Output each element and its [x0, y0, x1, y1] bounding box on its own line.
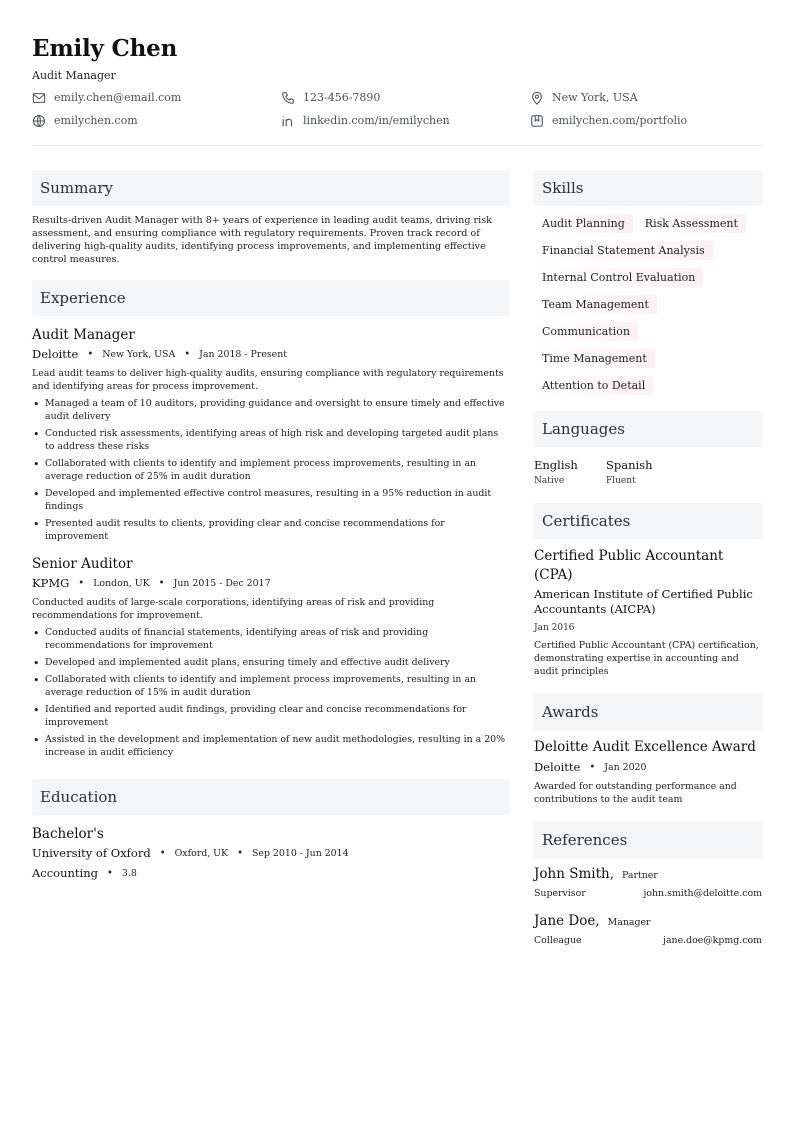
- job-description: Conducted audits of large-scale corporations, identifying areas of risk and providing recommendations for improvement.: [32, 597, 435, 621]
- separator-dot: •: [107, 867, 113, 879]
- certificate-title: Certified Public Accountant (CPA): [534, 548, 724, 583]
- reference-header: [534, 913, 762, 929]
- skill-chip: Internal Control Evaluation: [534, 268, 703, 287]
- certificate-date: Jan 2016: [534, 623, 575, 633]
- summary-heading: Summary: [32, 170, 510, 206]
- skill-chip: Audit Planning: [534, 214, 633, 233]
- reference-relation: Supervisor: [534, 888, 586, 899]
- award-meta: [534, 760, 762, 774]
- certificate-issuer: American Institute of Certified Public Accountants (AICPA): [534, 587, 753, 616]
- resume-header: [32, 34, 762, 128]
- contact-email[interactable]: [32, 90, 281, 105]
- bullet-item: • Assisted in the development and implementation of new audit methodologies, resulting in a 20% increase in audit efficiency: [32, 733, 510, 759]
- contact-linkedin[interactable]: [281, 113, 530, 128]
- job-company: Deloitte: [32, 347, 79, 361]
- separator-dot: •: [159, 847, 166, 859]
- bullet-item: • Developed and implemented audit plans, ensuring timely and effective audit delivery: [32, 656, 510, 669]
- email-text: emily.chen@email.com: [54, 91, 182, 104]
- reference-entry: [534, 866, 762, 899]
- skill-chip: Team Management: [534, 295, 657, 314]
- education-location: Oxford, UK: [174, 847, 229, 859]
- experience-entry: [32, 326, 510, 543]
- gpa: 3.8: [121, 867, 137, 879]
- certificates-heading: Certificates: [534, 503, 762, 539]
- reference-details: [534, 888, 762, 899]
- header-divider: [32, 145, 762, 146]
- references-heading: References: [534, 822, 762, 858]
- job-title: Audit Manager: [32, 327, 135, 343]
- job-title: Senior Auditor: [32, 556, 133, 572]
- bullet-item: • Presented audit results to clients, providing clear and concise recommendations for improvement: [32, 517, 510, 543]
- linkedin-text: linkedin.com/in/emilychen: [303, 114, 450, 127]
- contact-website[interactable]: [32, 113, 281, 128]
- reference-name: Jane Doe,: [534, 913, 600, 929]
- skill-chip: Communication: [534, 322, 638, 341]
- reference-entry: [534, 913, 762, 946]
- education-field-row: [32, 866, 510, 880]
- contact-phone[interactable]: [281, 90, 530, 105]
- job-description: Lead audit teams to deliver high-quality audits, ensuring compliance with regulatory requirements and identifying areas for process improvement.: [32, 368, 504, 392]
- award-entry: [534, 738, 762, 806]
- location-pin-icon: [530, 91, 544, 105]
- job-location: London, UK: [93, 577, 150, 589]
- job-dates: Jun 2015 - Dec 2017: [173, 577, 271, 589]
- skill-chip: Time Management: [534, 349, 655, 368]
- contact-portfolio[interactable]: [530, 113, 762, 128]
- job-location: New York, USA: [102, 348, 176, 360]
- skill-chip: Attention to Detail: [534, 376, 653, 395]
- school: University of Oxford: [32, 846, 151, 860]
- bullet-item: • Collaborated with clients to identify and implement process improvements, resulting in an average reduction of 15% in audit duration: [32, 673, 510, 699]
- contact-location: [530, 90, 762, 105]
- job-bullets: [32, 626, 510, 759]
- education-entry: [32, 825, 510, 880]
- bullet-item: • Identified and reported audit findings, providing clear and concise recommendations for improvement: [32, 703, 510, 729]
- globe-icon: [32, 114, 46, 128]
- bullet-item: • Collaborated with clients to identify and implement process improvements, resulting in an average reduction of 25% in audit duration: [32, 457, 510, 483]
- job-company: KPMG: [32, 576, 70, 590]
- bullet-item: • Conducted risk assessments, identifying areas of high risk and developing targeted audit plans to address these risks: [32, 427, 510, 453]
- degree: Bachelor's: [32, 826, 104, 842]
- portfolio-text: emilychen.com/portfolio: [552, 114, 688, 127]
- job-bullets: [32, 397, 510, 543]
- contact-list: [32, 90, 762, 128]
- reference-relation: Colleague: [534, 935, 582, 946]
- reference-position: Partner: [622, 870, 658, 881]
- award-issuer: Deloitte: [534, 760, 581, 774]
- certificate-entry: [534, 547, 762, 678]
- language-name: English: [534, 458, 578, 472]
- experience-heading: Experience: [32, 280, 510, 316]
- reference-email[interactable]: john.smith@deloitte.com: [643, 888, 762, 899]
- skill-chip: Financial Statement Analysis: [534, 241, 713, 260]
- award-description: Awarded for outstanding performance and contributions to the audit team: [534, 781, 737, 805]
- separator-dot: •: [158, 577, 165, 589]
- award-title: Deloitte Audit Excellence Award: [534, 739, 756, 755]
- candidate-title: Audit Manager: [32, 69, 116, 82]
- language-name: Spanish: [606, 458, 653, 472]
- language-level: Fluent: [606, 476, 636, 486]
- reference-position: Manager: [607, 917, 651, 928]
- summary-text: Results-driven Audit Manager with 8+ years of experience in leading audit teams, driving risk assessment, and ensuring compliance with regulatory requirements. Proven track record of delivering high-quality audits, identifying process improvements, and implementing effective control measures.: [32, 215, 492, 265]
- education-meta: [32, 846, 510, 860]
- award-date: Jan 2020: [604, 761, 647, 773]
- bullet-item: • Developed and implemented effective control measures, resulting in a 95% reduction in audit findings: [32, 487, 510, 513]
- language-item: [534, 458, 606, 486]
- bullet-item: • Conducted audits of financial statements, identifying areas of risk and providing recommendations for improvement: [32, 626, 510, 652]
- phone-icon: [281, 91, 295, 105]
- linkedin-icon: [281, 114, 295, 128]
- skill-chip: Risk Assessment: [637, 214, 746, 233]
- language-level: Native: [534, 476, 565, 486]
- education-dates: Sep 2010 - Jun 2014: [251, 847, 349, 859]
- separator-dot: •: [589, 761, 596, 773]
- side-column: [534, 170, 762, 946]
- phone-text: 123-456-7890: [303, 91, 381, 104]
- location-text: New York, USA: [552, 91, 638, 104]
- website-text: emilychen.com: [54, 114, 138, 127]
- separator-dot: •: [87, 348, 94, 360]
- separator-dot: •: [184, 348, 191, 360]
- separator-dot: •: [78, 577, 85, 589]
- languages-heading: Languages: [534, 411, 762, 447]
- candidate-name: Emily Chen: [32, 35, 178, 62]
- language-item: [606, 458, 678, 486]
- experience-entry: [32, 555, 510, 759]
- portfolio-icon: [530, 114, 544, 128]
- reference-email[interactable]: jane.doe@kpmg.com: [663, 935, 762, 946]
- awards-heading: Awards: [534, 694, 762, 730]
- separator-dot: •: [237, 847, 243, 859]
- bullet-item: • Managed a team of 10 auditors, providing guidance and oversight to ensure timely and effective audit delivery: [32, 397, 510, 423]
- job-meta: [32, 576, 510, 590]
- main-column: [32, 170, 510, 880]
- skills-list: [534, 214, 762, 403]
- languages-list: [534, 458, 762, 486]
- reference-name: John Smith,: [534, 866, 614, 882]
- reference-details: [534, 935, 762, 946]
- field-of-study: Accounting: [32, 866, 98, 880]
- skills-heading: Skills: [534, 170, 762, 206]
- education-heading: Education: [32, 779, 510, 815]
- certificate-description: Certified Public Accountant (CPA) certification, demonstrating expertise in accounting and audit principles: [534, 640, 759, 677]
- mail-icon: [32, 91, 46, 105]
- job-meta: [32, 347, 510, 361]
- job-dates: Jan 2018 - Present: [199, 348, 288, 360]
- reference-header: [534, 866, 762, 882]
